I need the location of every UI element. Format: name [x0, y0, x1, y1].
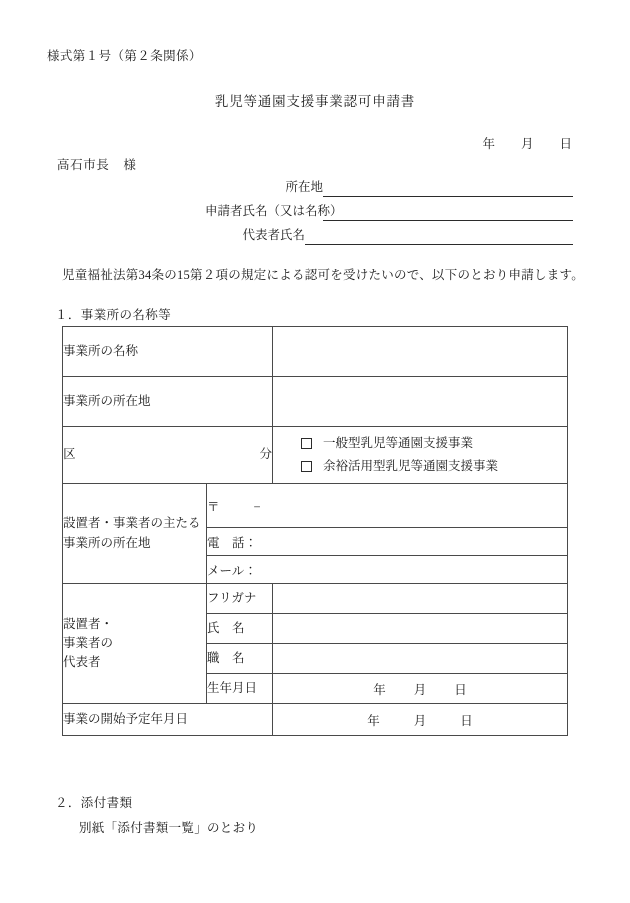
birthdate-year-label: 年 [373, 682, 386, 697]
form-number: 様式第１号（第２条関係） [47, 49, 202, 63]
start-date-label-cell [63, 704, 273, 736]
category-label-right: 分 [259, 447, 272, 462]
start-date-label: 事業の開始予定年月日 [63, 712, 189, 727]
date-line [482, 134, 572, 152]
start-date-day-label: 日 [460, 713, 473, 728]
furigana-label-cell [207, 584, 273, 614]
section-2-heading: ２．添付書類 [55, 796, 133, 810]
page-title: 乳児等通園支援事業認可申請書 [214, 94, 416, 109]
applicant-representative-label: 代表者氏名 [242, 228, 305, 242]
table-row-office-address [63, 377, 568, 427]
representative-name-value-cell[interactable] [273, 614, 568, 644]
office-name-value-cell[interactable] [273, 327, 568, 377]
addressee-name: 高石市長 [57, 158, 110, 172]
office-address-value-cell[interactable] [273, 377, 568, 427]
office-information-table [62, 326, 568, 736]
category-label-cell [63, 427, 273, 484]
representative-label-line1: 設置者・ [63, 616, 114, 631]
addressee-honorific: 様 [123, 158, 137, 172]
table-row-office-name [63, 327, 568, 377]
applicant-name-label: 氏名（又は名称） [242, 204, 343, 218]
category-option-surplus[interactable] [301, 455, 567, 478]
representative-title-value-cell[interactable] [273, 644, 568, 674]
addressee [57, 155, 137, 173]
postal-dash: − [253, 499, 261, 514]
section-2-body: 別紙「添付書類一覧」のとおり [79, 821, 259, 835]
applicant-location-label: 所在地 [285, 180, 323, 194]
birthdate-label-cell [207, 674, 273, 704]
category-options-cell [273, 427, 568, 484]
operator-address-label-line1: 設置者・事業者の主たる [63, 516, 201, 531]
applicant-representative-field[interactable] [305, 228, 573, 245]
table-row-category [63, 427, 568, 484]
date-day-label: 日 [559, 137, 572, 151]
category-option-general[interactable] [301, 432, 567, 455]
operator-address-label-line2: 事業所の所在地 [63, 535, 151, 550]
category-label-left: 区 [63, 447, 76, 462]
furigana-label: フリガナ [207, 591, 257, 606]
start-date-year-label: 年 [367, 713, 380, 728]
representative-title-label: 職 名 [207, 651, 245, 666]
representative-label-line3: 代表者 [63, 655, 101, 670]
representative-label-cell [63, 584, 207, 704]
representative-name-label: 氏 名 [207, 621, 245, 636]
applicant-representative-row [205, 223, 573, 245]
applicant-name-field[interactable] [323, 204, 573, 221]
date-year-label: 年 [482, 137, 495, 151]
start-date-value-cell[interactable] [273, 704, 568, 736]
category-checkbox-list [273, 427, 567, 483]
birthdate-label: 生年月日 [207, 681, 258, 696]
mail-label: メール： [207, 563, 257, 578]
furigana-value-cell[interactable] [273, 584, 568, 614]
table-row-representative-furigana [63, 584, 568, 614]
applicant-name-row [205, 199, 573, 221]
representative-label-line2: 事業者の [63, 636, 114, 651]
operator-postal-cell[interactable] [207, 484, 568, 528]
birthdate-day-label: 日 [454, 682, 467, 697]
table-row-start-date [63, 704, 568, 736]
office-name-label: 事業所の名称 [63, 343, 139, 358]
table-row-operator-postal [63, 484, 568, 528]
category-option-surplus-label: 余裕活用型乳児等通園支援事業 [323, 459, 499, 474]
postal-mark-icon: 〒 [207, 499, 220, 514]
office-address-label: 事業所の所在地 [63, 393, 151, 408]
office-address-label-cell [63, 377, 273, 427]
checkbox-icon[interactable] [301, 461, 312, 472]
birthdate-value-cell[interactable] [273, 674, 568, 704]
applicant-block [205, 175, 573, 247]
tel-label: 電 話： [207, 535, 258, 550]
tel-cell[interactable] [207, 528, 568, 556]
checkbox-icon[interactable] [301, 438, 312, 449]
representative-name-label-cell [207, 614, 273, 644]
section-1-heading: １．事業所の名称等 [55, 308, 172, 322]
start-date-month-label: 月 [413, 713, 427, 728]
category-label [63, 445, 272, 464]
operator-address-label-cell [63, 484, 207, 584]
date-month-label: 月 [520, 137, 534, 151]
applicant-name-label-group [205, 201, 343, 221]
statement-paragraph: 児童福祉法第34条の15第２項の規定による認可を受けたいので、以下のとおり申請します。 [62, 268, 585, 282]
applicant-location-row [205, 175, 573, 197]
office-name-label-cell [63, 327, 273, 377]
applicant-location-field[interactable] [323, 180, 573, 197]
representative-title-label-cell [207, 644, 273, 674]
birthdate-month-label: 月 [413, 682, 427, 697]
applicant-label: 申請者 [205, 204, 243, 218]
mail-cell[interactable] [207, 556, 568, 584]
category-option-general-label: 一般型乳児等通園支援事業 [323, 436, 474, 450]
